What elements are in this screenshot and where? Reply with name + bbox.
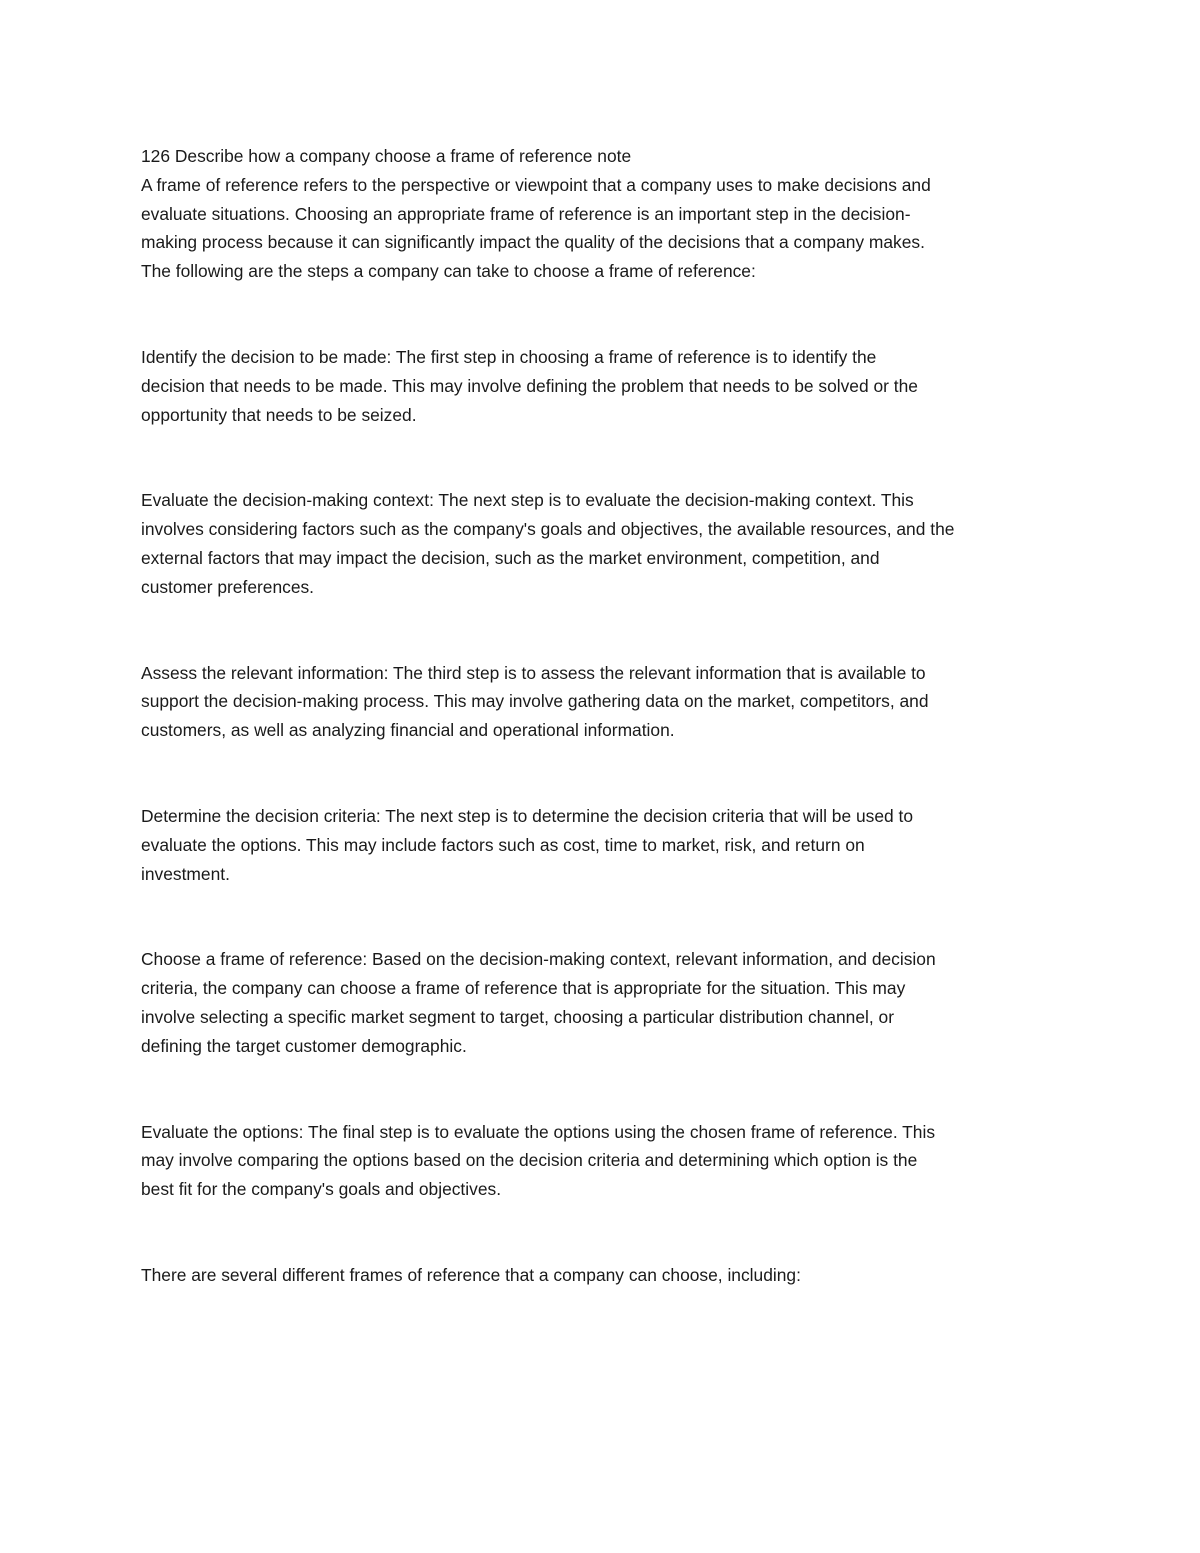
- text-line: best fit for the company's goals and objectives.: [141, 1179, 502, 1200]
- text-line: decision that needs to be made. This may involve defining the problem that needs to be solved or the: [141, 375, 918, 396]
- text-line: customers, as well as analyzing financial and operational information.: [141, 720, 675, 741]
- paragraph-spacer: [141, 286, 1061, 343]
- step-paragraph-evaluate-options: [141, 1118, 1061, 1204]
- text-line: Assess the relevant information: The third step is to assess the relevant information that is available to: [141, 662, 926, 683]
- text-line: criteria, the company can choose a frame of reference that is appropriate for the situation. This may: [141, 978, 906, 999]
- text-line: The following are the steps a company can take to choose a frame of reference:: [141, 261, 756, 282]
- text-line: Evaluate the options: The final step is to evaluate the options using the chosen frame of reference. This: [141, 1121, 936, 1142]
- text-line: Choose a frame of reference: Based on the decision-making context, relevant information, and decision: [141, 949, 936, 970]
- text-line: support the decision-making process. This may involve gathering data on the market, competitors, and: [141, 691, 929, 712]
- text-line: evaluate the options. This may include factors such as cost, time to market, risk, and return on: [141, 834, 865, 855]
- text-line: Evaluate the decision-making context: The next step is to evaluate the decision-making context. This: [141, 490, 914, 511]
- paragraph-spacer: [141, 1204, 1061, 1261]
- text-line: involves considering factors such as the company's goals and objectives, the available resources, and the: [141, 519, 955, 540]
- paragraph-spacer: [141, 745, 1061, 802]
- document-body: [141, 142, 1061, 1290]
- text-line: Identify the decision to be made: The first step in choosing a frame of reference is to identify the: [141, 346, 877, 367]
- paragraph-spacer: [141, 602, 1061, 659]
- text-line: external factors that may impact the decision, such as the market environment, competition, and: [141, 547, 880, 568]
- text-line: may involve comparing the options based on the decision criteria and determining which option is the: [141, 1150, 918, 1171]
- text-line: Determine the decision criteria: The next step is to determine the decision criteria that will be used to: [141, 805, 914, 826]
- text-line: There are several different frames of reference that a company can choose, including:: [141, 1264, 801, 1285]
- text-line: making process because it can significantly impact the quality of the decisions that a company makes.: [141, 232, 925, 253]
- intro-paragraph: [141, 171, 1061, 286]
- text-line: involve selecting a specific market segment to target, choosing a particular distribution channel, or: [141, 1006, 895, 1027]
- document-title: 126 Describe how a company choose a frame of reference note: [141, 146, 632, 166]
- paragraph-spacer: [141, 1061, 1061, 1118]
- text-line: opportunity that needs to be seized.: [141, 404, 417, 425]
- step-paragraph-assess-information: [141, 659, 1061, 745]
- text-line: customer preferences.: [141, 576, 315, 597]
- step-paragraph-choose-frame: [141, 945, 1061, 1060]
- paragraph-spacer: [141, 888, 1061, 945]
- text-line: A frame of reference refers to the perspective or viewpoint that a company uses to make decisions and: [141, 174, 931, 195]
- step-paragraph-identify: [141, 343, 1061, 429]
- paragraph-spacer: [141, 429, 1061, 486]
- text-line: investment.: [141, 863, 230, 884]
- text-line: evaluate situations. Choosing an appropriate frame of reference is an important step in the decision-: [141, 203, 911, 224]
- step-paragraph-decision-criteria: [141, 802, 1061, 888]
- closing-paragraph: [141, 1261, 1061, 1290]
- step-paragraph-evaluate-context: [141, 486, 1061, 601]
- text-line: defining the target customer demographic.: [141, 1035, 467, 1056]
